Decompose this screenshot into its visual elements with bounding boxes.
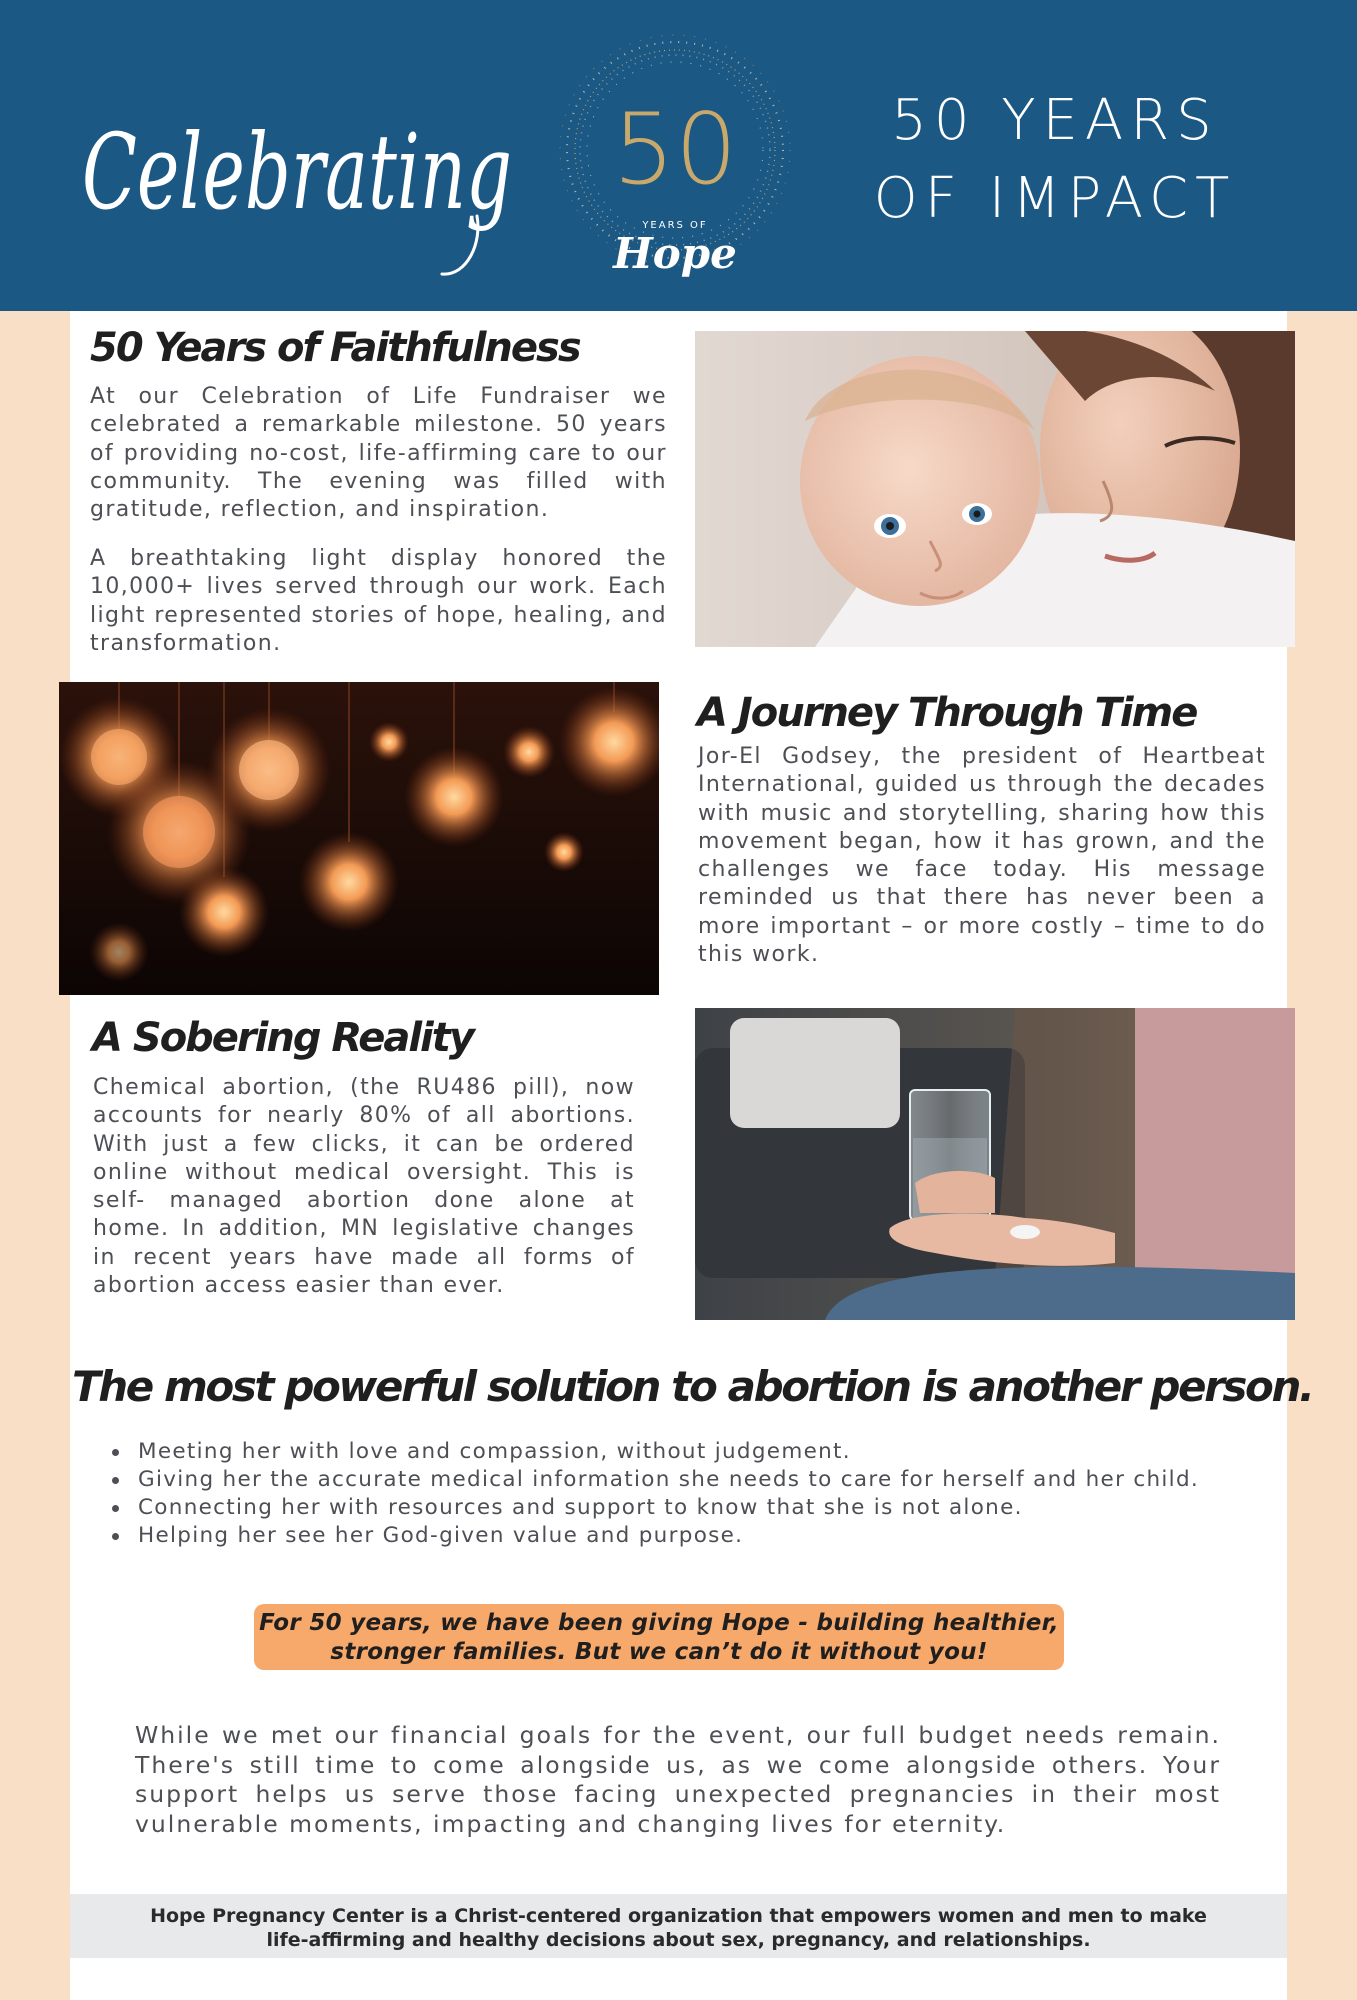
solution-bullet: Helping her see her God-given value and purpose. [108, 1522, 1288, 1550]
mother-baby-photo [695, 331, 1295, 647]
faithfulness-paragraph-2: A breathtaking light display honored the 10,000+ lives served through our work. Each light represented stories of hope, healing, and transformation. [90, 546, 667, 656]
mission-footer [70, 1894, 1287, 1958]
light-bulbs-photo [59, 682, 659, 995]
closing-paragraph: While we met our financial goals for the event, our full budget needs remain. There's still time to come alongside us, as we come alongside others. Your support helps us serve those facing unexpected pregnancies in their most vulnerable moments, impacting and changing lives for eternity. [135, 1721, 1221, 1838]
solution-bullet: Meeting her with love and compassion, without judgement. [108, 1438, 1288, 1466]
section-title-reality: A Sobering Reality [92, 1015, 473, 1061]
headline-line-2: OF IMPACT [873, 166, 1237, 231]
celebrating-script-title [82, 48, 522, 278]
journey-paragraph: Jor-El Godsey, the president of Heartbeat International, guided us through the decades with music and storytelling, sharing how this movement began, how it has grown, and the challenges we face today. His message reminded us that there has never been a more important – or more costly – time to do this work. [698, 744, 1266, 968]
badge-small-caption: YEARS OF [642, 220, 708, 231]
solution-headline: The most powerful solution to abortion is another person. [72, 1362, 1313, 1411]
callout-line-1: For 50 years, we have been giving Hope - building healthier, [259, 1610, 1059, 1636]
mission-line-1: Hope Pregnancy Center is a Christ-centered organization that empowers women and men to make [150, 1905, 1207, 1927]
headline-50-years-of-impact [840, 82, 1270, 238]
section-title-journey: A Journey Through Time [697, 690, 1197, 736]
callout-line-2: stronger families. But we can’t do it without you! [330, 1639, 988, 1665]
giving-hope-callout [254, 1604, 1064, 1670]
50-years-badge [550, 18, 800, 298]
reality-paragraph: Chemical abortion, (the RU486 pill), now accounts for nearly 80% of all abortions. With just a few clicks, it can be ordered online without medical oversight. This is self- managed abortion done alone at home. In addition, MN legislative changes in recent years have made all forms of abortion access easier than ever. [93, 1075, 635, 1299]
headline-line-1: 50 YEARS [891, 88, 1219, 153]
solution-bullet: Giving her the accurate medical information she needs to care for herself and her child. [108, 1466, 1288, 1494]
header-banner [0, 0, 1357, 311]
pill-and-water-photo [695, 1008, 1295, 1320]
celebrating-text: Celebrating [82, 111, 512, 233]
section-title-faithfulness: 50 Years of Faithfulness [90, 325, 580, 371]
badge-number: 50 [612, 93, 738, 207]
faithfulness-paragraph-1: At our Celebration of Life Fundraiser we celebrated a remarkable milestone. 50 years of providing no-cost, life-affirming care to our community. The evening was filled with gratitude, reflection, and inspiration. [90, 384, 667, 523]
badge-hope-script: Hope [613, 229, 737, 278]
solution-bullet-list [108, 1438, 1288, 1550]
mission-line-2: life-affirming and healthy decisions about sex, pregnancy, and relationships. [266, 1929, 1091, 1951]
solution-bullet: Connecting her with resources and support to know that she is not alone. [108, 1494, 1288, 1522]
